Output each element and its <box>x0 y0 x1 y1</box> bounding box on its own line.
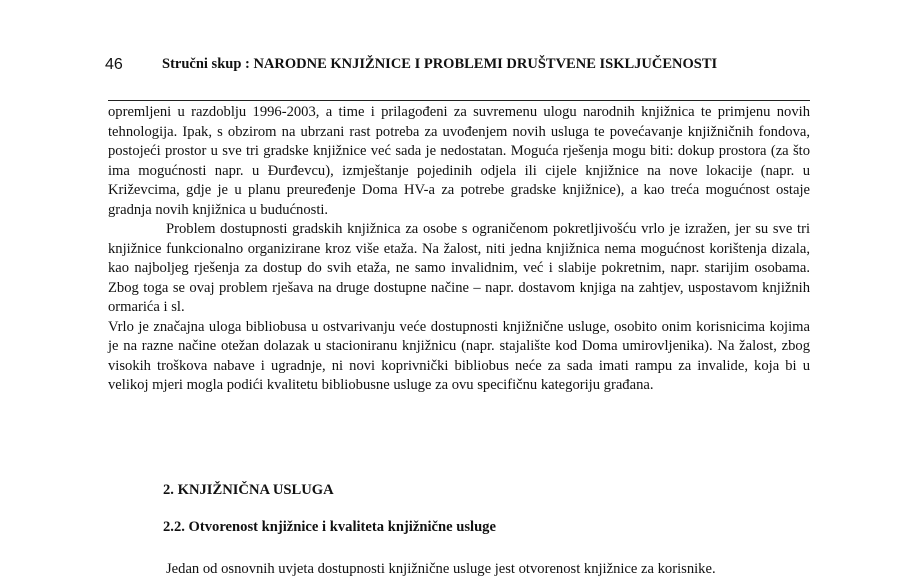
body-text <box>108 103 810 396</box>
paragraph: opremljeni u razdoblju 1996-2003, a time i prilagođeni za suvremenu ulogu narodnih knjižnica te primjenu novih tehnologija. Ipak, s obzirom na ubrzani rast potreba za uvođenjem novih usluga te povećavanje knjižničnih fondova, postojeći prostor u sve tri gradske knjižnice već sada je nedostatan. Moguća rješenja mogu biti: dokup prostora (za što ima mogućnosti napr. u Đurđevcu), izmještanje pojedinih odjela ili cijele knjižnice na nove lokacije (napr. u Križevcima, gdje je u planu preuređenje Doma HV-a za potrebe gradske knjižnice), a kao treća mogućnost ostaje gradnja novih knjižnica u budućnosti. <box>108 104 810 218</box>
subsection-heading: 2.2. Otvorenost knjižnice i kvaliteta knjižnične usluge <box>163 519 496 535</box>
header-divider <box>108 100 810 101</box>
section-heading: 2. KNJIŽNIČNA USLUGA <box>163 482 334 498</box>
paragraph: Vrlo je značajna uloga bibliobusa u ostvarivanju veće dostupnosti knjižnične usluge, osobito onim korisnicima kojima je na razne načine otežan dolazak u stacioniranu knjižnicu (napr. stajalište kod Doma umirovljenika). Na žalost, zbog visokih troškova nabave i ugradnje, ni novi koprivnički bibliobus neće za sada imati rampu za invalide, koja bi u velikoj mjeri mogla podići kvalitetu bibliobusne usluge za ovu specifičnu kategoriju građana. <box>108 318 810 393</box>
paragraph: Problem dostupnosti gradskih knjižnica za osobe s ograničenom pokretljivošću vrlo je izražen, jer su sve tri knjižnice funkcionalno organizirane kroz više etaža. Na žalost, niti jedna knjižnica nema mogućnost korištenja dizala, kao najboljeg rješenja za dostup do svih etaža, ne samo invalidnim, već i slabije pokretnim, napr. starijim osobama. Zbog toga se ovaj problem rješava na druge dostupne načine – napr. dostavom knjiga na zahtjev, uspostavom knjižnih ormarića i sl. <box>108 221 810 315</box>
paragraph: Jedan od osnovnih uvjeta dostupnosti knjižnične usluge jest otvorenost knjižnice za korisnike. <box>166 561 716 577</box>
running-header: Stručni skup : NARODNE KNJIŽNICE I PROBLEMI DRUŠTVENE ISKLJUČENOSTI <box>162 56 718 72</box>
page-number: 46 <box>105 56 123 73</box>
